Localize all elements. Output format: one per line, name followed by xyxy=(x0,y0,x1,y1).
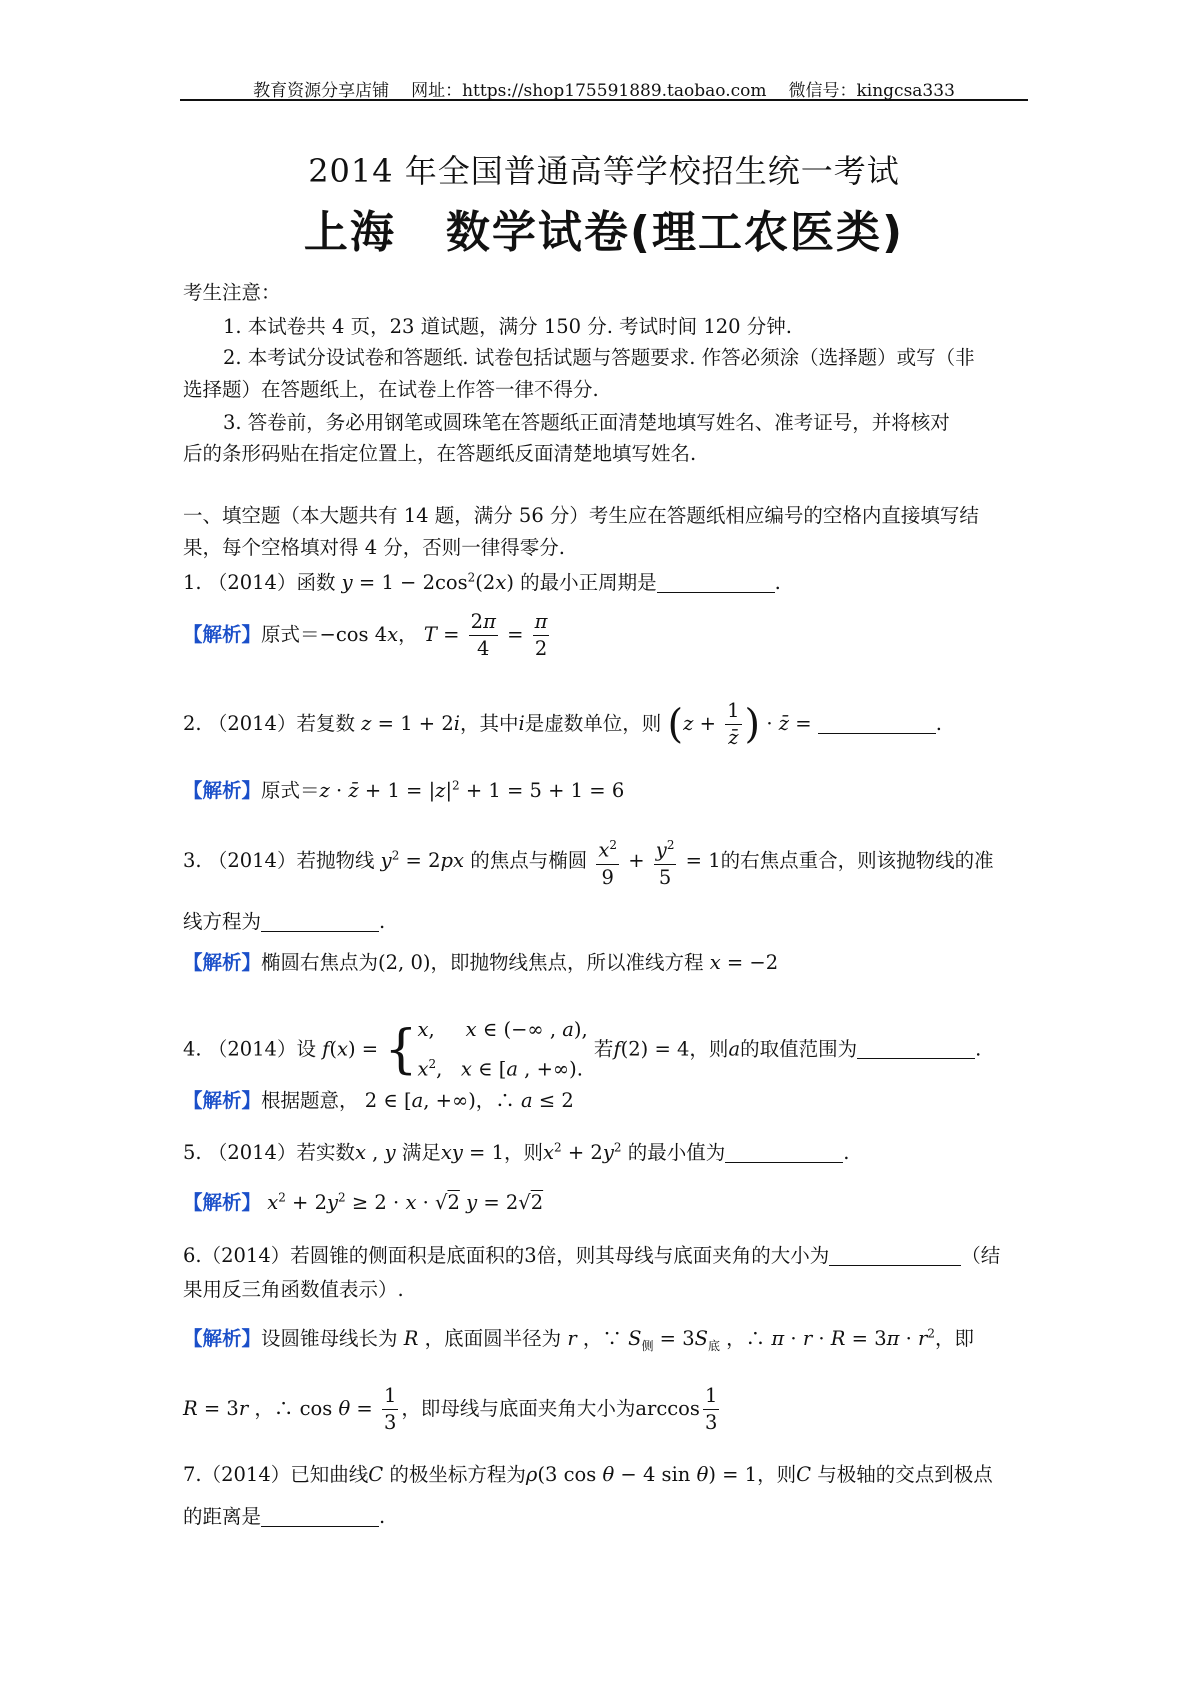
answer-blank[interactable] xyxy=(657,572,775,593)
answer-6: 【解析】设圆锥母线长为 R ，底面圆半径为 r ，∵ $S_侧 = 3S_底$ ，∴ $\pi \cdot r \cdot R = 3\pi \cdot r^2$，即 xyxy=(183,1326,975,1353)
question-1: 1. （2014）函数 $y = 1 - 2\cos^2(2x)$ 的最小正周期是 . xyxy=(183,570,781,594)
answer-blank[interactable] xyxy=(261,911,379,932)
answer-4: 【解析】根据题意， 2 ∈ [a, +∞)，∴ a ≤ 2 xyxy=(183,1089,574,1112)
notice-item-3b: 后的条形码贴在指定位置上，在答题纸反面清楚地填写姓名. xyxy=(183,442,697,465)
shop-wechat: 微信号：kingcsa333 xyxy=(788,81,955,101)
question-6: 6.（2014）若圆锥的侧面积是底面积的3倍，则其母线与底面夹角的大小为 （结 xyxy=(183,1244,1001,1267)
question-4: 4. （2014）设 f(x) = { x, x ∈ (−∞ , a), $x^2$, x ∈ [a , +∞). 若f(2) = 4，则a的取值范围为 . xyxy=(183,1018,982,1081)
shop-website: 网址：https://shop175591889.taobao.com xyxy=(411,81,767,101)
section-heading-2: 果，每个空格填对得 4 分，否则一律得零分. xyxy=(183,536,566,559)
answer-blank[interactable] xyxy=(818,713,936,734)
page-header xyxy=(180,76,1028,101)
notice-item-1: 1. 本试卷共 4 页，23 道试题，满分 150 分. 考试时间 120 分钟. xyxy=(223,315,792,338)
question-6-cont: 果用反三角函数值表示）. xyxy=(183,1278,404,1301)
answer-3: 【解析】椭圆右焦点为(2, 0)，即抛物线焦点，所以准线方程 x = −2 xyxy=(183,951,779,974)
answer-1: 【解析】原式＝−cos 4x， T = $\frac{2\pi}{4}$ = $\frac{\pi}{2}$ xyxy=(183,610,548,660)
exam-title: 2014 年全国普通高等学校招生统一考试 xyxy=(308,152,900,190)
answer-blank[interactable] xyxy=(829,1245,961,1266)
notice-item-3a: 3. 答卷前，务必用钢笔或圆珠笔在答题纸正面清楚地填写姓名、准考证号，并将核对 xyxy=(223,411,950,434)
question-7-cont: 的距离是 . xyxy=(183,1505,386,1528)
question-3: 3. （2014）若抛物线 $y^2 = 2px$ 的焦点与椭圆 $\frac{x^2}{9}$ + $\frac{y^2}{5}$ = 1的右焦点重合，则该抛物线的准 xyxy=(183,832,994,891)
answer-blank[interactable] xyxy=(725,1142,843,1163)
answer-2: 【解析】原式＝z · z̄ + $1 = |z|^2 + 1 = 5 + 1 = 6$ xyxy=(183,778,625,802)
question-2: 2. （2014）若复数 z = 1 + 2i，其中i是虚数单位，则 (z + $\frac{1}{z̄}$ ) · z̄ = . xyxy=(183,699,942,749)
answer-blank[interactable] xyxy=(261,1506,379,1527)
shop-name: 教育资源分享店铺 xyxy=(253,81,390,101)
notice-item-2b: 选择题）在答题纸上，在试卷上作答一律不得分. xyxy=(183,378,599,401)
notice-heading: 考生注意： xyxy=(183,281,281,304)
question-5: 5. （2014）若实数x , y 满足xy = 1，则$x^2 + 2y^2$ 的最小值为 . xyxy=(183,1140,850,1164)
question-7: 7.（2014）已知曲线C 的极坐标方程为ρ(3 cos θ − 4 sin θ) = 1，则C 与极轴的交点到极点 xyxy=(183,1463,993,1486)
subtitle-region: 上海 xyxy=(303,207,396,258)
exam-subtitle xyxy=(180,196,1028,260)
subtitle-subject: 数学试卷(理工农医类) xyxy=(445,207,905,258)
answer-blank[interactable] xyxy=(857,1038,975,1059)
header-divider xyxy=(180,99,1028,101)
notice-item-2a: 2. 本考试分设试卷和答题纸. 试卷包括试题与答题要求. 作答必须涂（选择题）或写（非 xyxy=(223,346,975,369)
section-heading-1: 一、填空题（本大题共有 14 题，满分 56 分）考生应在答题纸相应编号的空格内直接填写结 xyxy=(183,504,979,527)
answer-6-cont: R = 3r ，∴ cos θ = $\frac{1}{3}$ ，即母线与底面夹角大小为arccos $\frac{1}{3}$ xyxy=(183,1384,718,1434)
answer-5: 【解析】 $x^2 + 2y^2 \ge 2 \cdot x \cdot √2$ y = 2√2 xyxy=(183,1190,544,1214)
question-3-cont: 线方程为 . xyxy=(183,910,386,933)
